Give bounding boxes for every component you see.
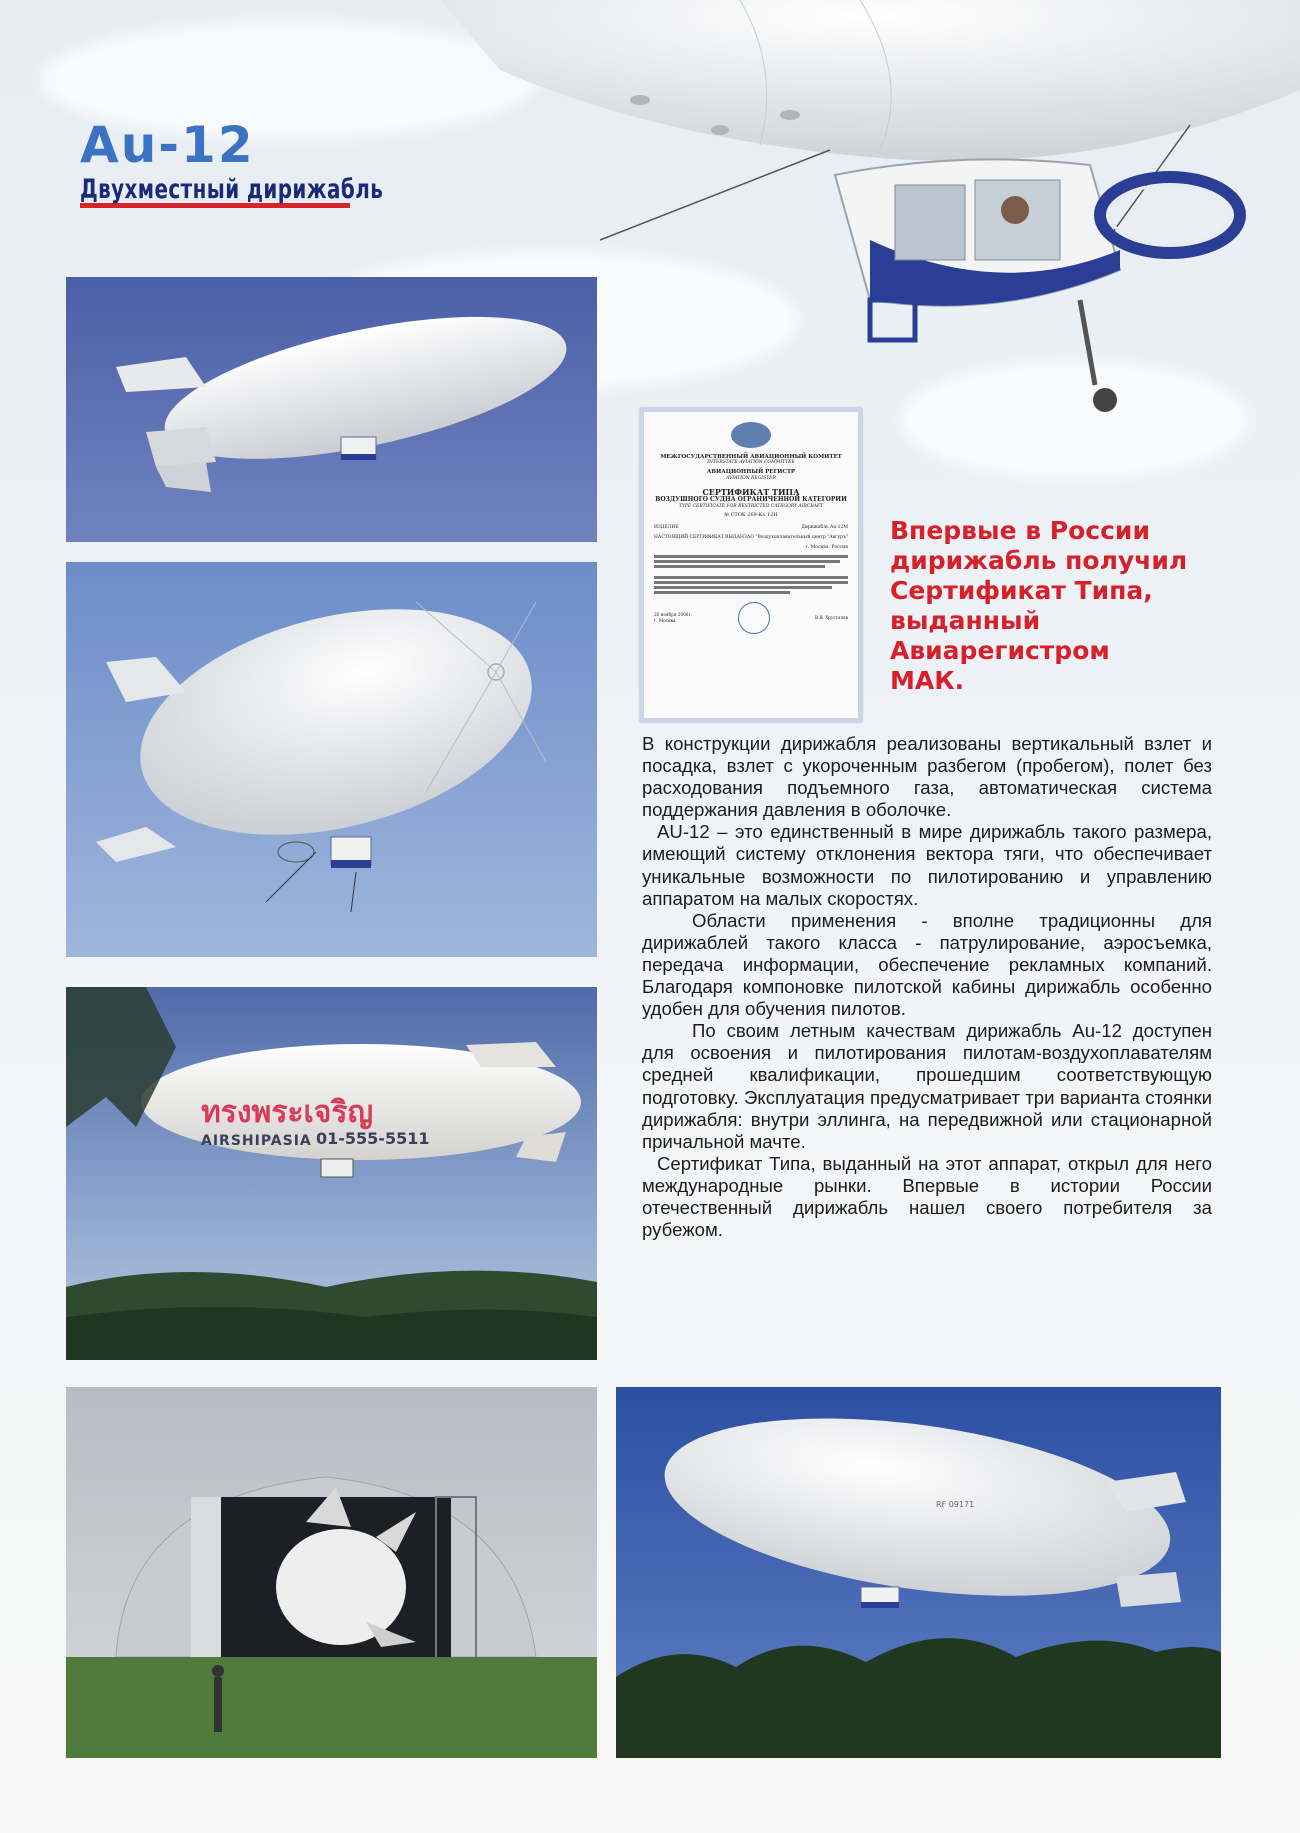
- body-paragraph: Области применения - вполне традиционны для дирижаблей такого класса - патрулирование, аэросъемка, передача информации, обеспечение рекламных компаний. Благодаря компоновке пилотской кабины дирижабль особенно удобен для обучения пилотов.: [642, 909, 1212, 1020]
- cert-title: СЕРТИФИКАТ ТИПА: [702, 486, 800, 497]
- cert-row-value: Дирижабль Au-12М: [801, 524, 848, 530]
- photo-airship-side: [66, 277, 597, 542]
- headline-line: Сертификат Типа,: [890, 576, 1153, 605]
- cert-title-2: ВОЗДУШНОГО СУДНА ОГРАНИЧЕННОЙ КАТЕГОРИИ: [655, 496, 847, 504]
- title-block: [80, 116, 450, 208]
- cert-city: г. Москва: [654, 617, 676, 623]
- body-paragraph: По своим летным качествам дирижабль Au-12 доступен для освоения и пилотирования пилотам-воздухоплавателям средней квалификации, прошедшим соответствующую подготовку. Эксплуатация предусматривает три варианта стоянки дирижабля: внутри эллинга, на передвижной или стационарной причальной мачте.: [642, 1020, 1212, 1152]
- registration-mark: RF 09171: [936, 1500, 975, 1509]
- headline-line: выданный: [890, 606, 1041, 635]
- ad-thai-text: ทรงพระเจริญ: [201, 1095, 374, 1130]
- cert-number: № СТОК 269-Ко 12Н: [724, 512, 778, 519]
- type-certificate: [640, 408, 862, 722]
- cert-date: 26 ноября 2006г.: [654, 612, 692, 618]
- photo-hangar: [66, 1387, 597, 1758]
- airship-in-hangar: [276, 1529, 406, 1645]
- cert-row-label: НАСТОЯЩИЙ СЕРТИФИКАТ ВЫДАН: [654, 534, 744, 540]
- cert-row: [654, 525, 848, 530]
- cert-header-1-en: INTERSTATE AVIATION COMMITTEE: [707, 460, 795, 466]
- cert-title-2-en: TYPE CERTIFICATE FOR RESTRICTED CATEGORY AIRCRAFT: [678, 504, 824, 510]
- ad-brand-text: AIRSHIPASIA: [201, 1133, 312, 1149]
- model-subtitle: Двухместный дирижабль: [80, 174, 384, 205]
- cert-date-block: [654, 612, 692, 623]
- cert-row: [654, 535, 848, 540]
- photo-airship-trees: [616, 1387, 1221, 1758]
- photo-airship-ad: [66, 987, 597, 1360]
- headline: [890, 516, 1220, 696]
- headline-line: дирижабль получил: [890, 546, 1188, 575]
- grass-field: [66, 1657, 597, 1758]
- cert-paragraph-lines: [654, 555, 848, 568]
- headline-line: Впервые в России: [890, 516, 1150, 545]
- cert-signer: В.В. Хрусталев: [815, 615, 848, 621]
- cert-paragraph-lines: [654, 576, 848, 594]
- ad-phone-text: 01-555-5511: [316, 1129, 430, 1148]
- headline-line: Авиарегистром: [890, 636, 1110, 665]
- iac-emblem-icon: [731, 422, 771, 448]
- body-text: [642, 733, 1212, 1241]
- official-seal-icon: [738, 602, 770, 634]
- body-paragraph: В конструкции дирижабля реализованы вертикальный взлет и посадка, взлет с укороченным разбегом (пробегом), полет без расходования подъемного газа, автоматическая система поддержания давления в оболочке.: [642, 733, 1212, 821]
- ducted-fan: [1100, 177, 1240, 253]
- envelope-underside: [440, 0, 1300, 161]
- model-title: Au-12: [80, 116, 255, 174]
- cert-row: [654, 545, 848, 550]
- headline-line: МАК.: [890, 666, 965, 695]
- cert-header-1: МЕЖГОСУДАРСТВЕННЫЙ АВИАЦИОННЫЙ КОМИТЕТ: [660, 454, 842, 460]
- cert-row-value: ЗАО "Воздухоплавательный центр "Авгуръ": [744, 534, 848, 540]
- body-paragraph: Сертификат Типа, выданный на этот аппарат, открыл для него международные рынки. Впервые в истории России отечественный дирижабль нашел своего потребителя за рубежом.: [642, 1152, 1212, 1241]
- body-paragraph: AU-12 – это единственный в мире дирижабль такого размера, имеющий систему отклонения вектора тяги, что обеспечивает уникальные возможности по пилотированию и управлению аппаратом на малых скоростях.: [642, 821, 1212, 909]
- photo-airship-front: [66, 562, 597, 957]
- cert-header-2-en: AVIATION REGISTER: [726, 475, 776, 481]
- cert-row-label: ИЗДЕЛИЕ: [654, 524, 679, 530]
- cert-row-value: г. Москва, Россия: [805, 544, 848, 550]
- cert-header-2: АВИАЦИОННЫЙ РЕГИСТР: [706, 469, 796, 476]
